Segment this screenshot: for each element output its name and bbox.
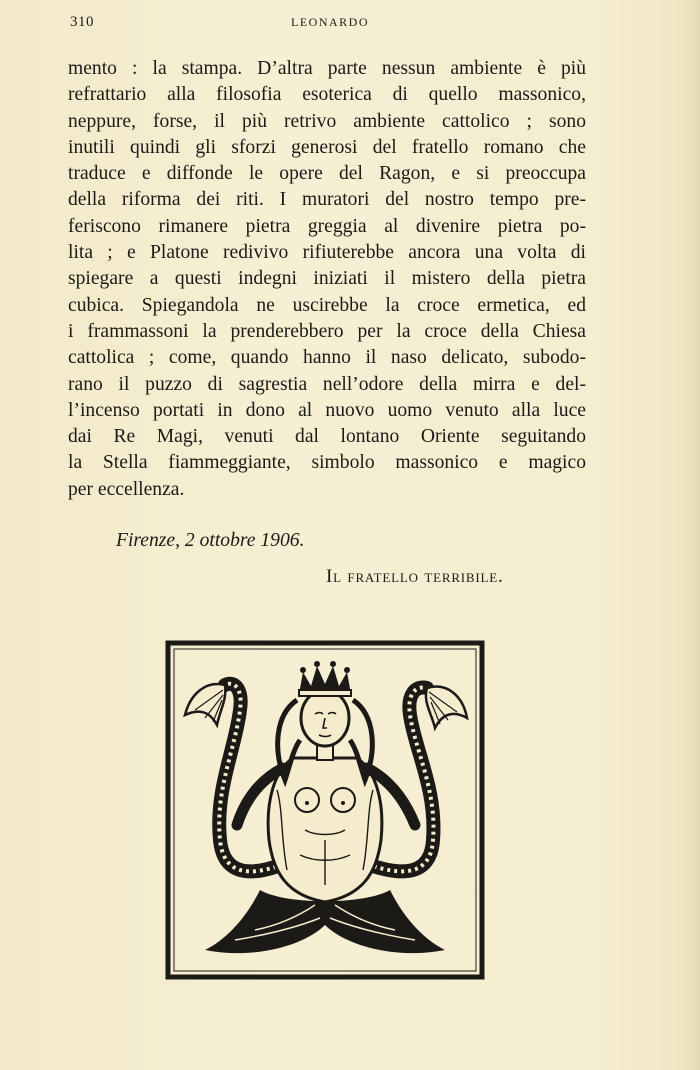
text-line: la Stella fiammeggiante, simbolo massonico e magico <box>68 452 586 474</box>
text-line: lita ; e Platone redivivo rifiuterebbe ancora una volta di <box>68 242 586 264</box>
woodcut-svg <box>165 640 485 980</box>
dateline: Firenze, 2 ottobre 1906. <box>116 530 305 551</box>
text-line: inutili quindi gli sforzi generosi del fratello romano che <box>68 136 586 158</box>
page-number: 310 <box>70 14 94 30</box>
text-line: cattolica ; come, quando hanno il naso delicato, subodo- <box>68 347 586 369</box>
siren-woodcut-illustration <box>165 640 485 980</box>
page-edge-shadow <box>682 0 700 1070</box>
text-line: neppure, forse, il più retrivo ambiente cattolico ; sono <box>68 110 586 132</box>
text-line: spiegare a questi indegni iniziati il mistero della pietra <box>68 268 586 290</box>
body-paragraph <box>68 56 586 503</box>
text-line: feriscono rimanere pietra greggia al divenire pietra po- <box>68 215 586 237</box>
running-title: LEONARDO <box>291 15 369 29</box>
text-line: cubica. Spiegandola ne uscirebbe la croce ermetica, ed <box>68 294 586 316</box>
text-line: i frammassoni la prenderebbero per la croce della Chiesa <box>68 320 586 342</box>
running-head <box>70 14 590 34</box>
text-line: mento : la stampa. D’altra parte nessun ambiente è più <box>68 58 586 79</box>
text-line: traduce e diffonde le opere del Ragon, e si preoccupa <box>68 163 586 185</box>
text-line: della riforma dei riti. I muratori del nostro tempo pre- <box>68 189 586 211</box>
text-line: l’incenso portati in dono al nuovo uomo venuto alla luce <box>68 399 586 421</box>
text-line: per eccellenza. <box>68 478 185 500</box>
left-tail-fin <box>185 684 225 725</box>
text-line: dai Re Magi, venuti dal lontano Oriente seguitando <box>68 426 586 448</box>
text-line: rano il puzzo di sagrestia nell’odore della mirra e del- <box>68 373 586 395</box>
signature: Il fratello terribile. <box>326 566 504 587</box>
text-line: refrattario alla filosofia esoterica di quello massonico, <box>68 84 586 106</box>
right-tail-fin <box>426 687 467 728</box>
